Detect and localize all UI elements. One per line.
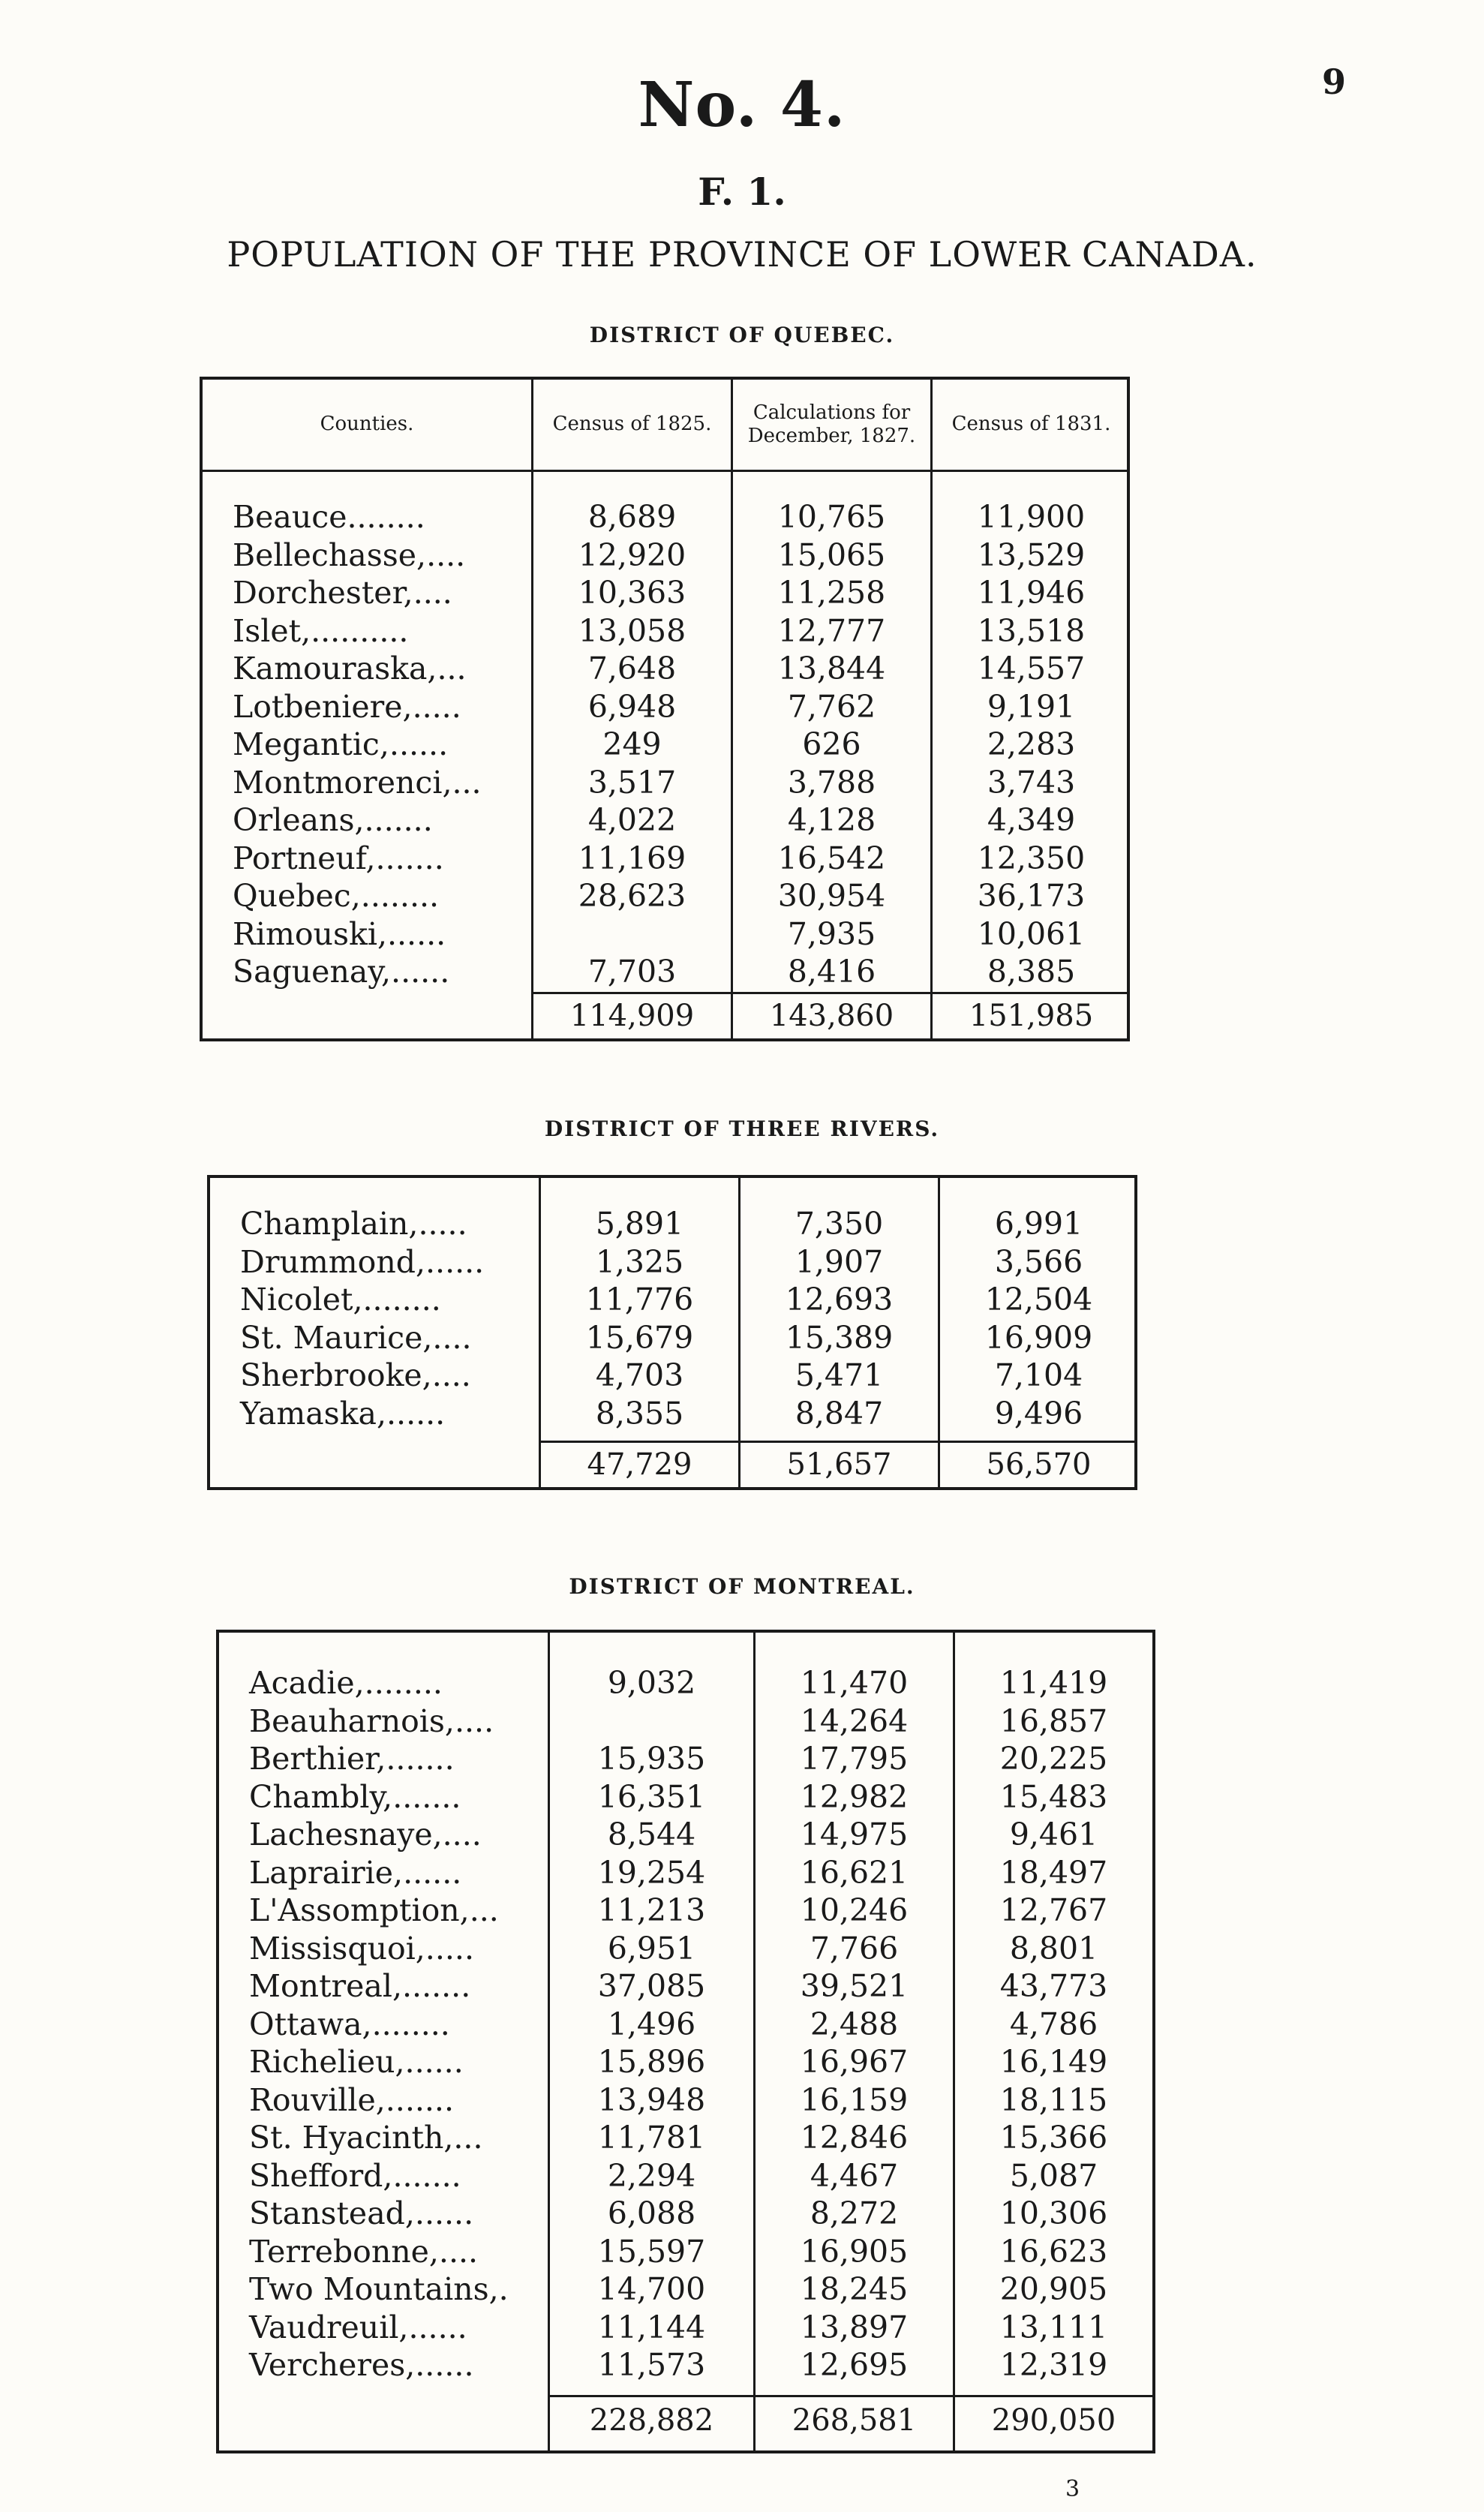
table-row [219, 1892, 1152, 1930]
census-1831-value: 4,349 [987, 802, 1076, 838]
table-row [203, 650, 1127, 688]
census-1825-value: 6,088 [607, 2195, 696, 2231]
table-row [203, 536, 1127, 575]
county-name: Kamouraska,... [233, 651, 467, 687]
table-row [219, 2309, 1152, 2347]
col-header-calc-1827: Calculations for December, 1827. [747, 401, 916, 447]
census-1825-value: 4,703 [595, 1357, 684, 1393]
county-name: Missisquoi,..... [249, 1930, 474, 1967]
calc-1827-value: 16,542 [777, 840, 886, 876]
census-1831-value: 3,566 [994, 1243, 1083, 1280]
county-name: Portneuf,....... [233, 840, 444, 876]
census-1831-value: 12,504 [984, 1282, 1093, 1318]
table-row [203, 498, 1127, 536]
census-1825-value: 15,597 [597, 2233, 706, 2270]
calc-1827-value: 39,521 [800, 1968, 909, 2004]
calc-1827-value: 7,935 [787, 915, 876, 952]
county-name: Champlain,..... [240, 1206, 467, 1242]
total-census-1831: 56,570 [986, 1447, 1092, 1482]
table-row [210, 1319, 1134, 1357]
calc-1827-value: 13,897 [800, 2309, 909, 2345]
census-1825-value: 12,920 [578, 536, 686, 573]
county-name: Chambly,....... [249, 1778, 461, 1815]
census-1825-value: 8,544 [607, 1816, 696, 1852]
county-name: L'Assomption,... [249, 1892, 499, 1928]
census-1825-value: 15,679 [585, 1319, 694, 1356]
census-1831-value: 7,104 [994, 1357, 1083, 1393]
county-name: Saguenay,...... [233, 954, 450, 990]
table-row [219, 2157, 1152, 2195]
table-row [219, 1664, 1152, 1702]
calc-1827-value: 18,245 [800, 2271, 909, 2307]
col-header-census-1831: Census of 1831. [951, 413, 1111, 436]
census-1825-value: 6,948 [587, 688, 677, 725]
county-name: Bellechasse,.... [233, 536, 466, 573]
calc-1827-value: 1,907 [795, 1243, 884, 1280]
census-1831-value: 16,909 [984, 1319, 1093, 1356]
total-calc-1827: 143,860 [769, 999, 894, 1033]
table-row [219, 1740, 1152, 1778]
county-name: Laprairie,...... [249, 1854, 462, 1891]
montreal-totals-row [219, 2398, 1152, 2443]
census-1831-value: 3,743 [987, 764, 1076, 801]
table-row [210, 1395, 1134, 1433]
county-name: Lotbeniere,..... [233, 688, 461, 725]
county-name: Vercheres,...... [249, 2347, 474, 2383]
census-1831-value: 16,857 [999, 1702, 1108, 1739]
census-1825-value: 1,496 [607, 2006, 696, 2042]
census-1831-value: 12,350 [977, 840, 1086, 876]
census-1825-value: 37,085 [597, 1968, 706, 2004]
county-name: Stanstead,...... [249, 2195, 474, 2231]
census-1825-value: 249 [602, 726, 662, 762]
census-1831-value: 13,518 [977, 612, 1086, 649]
calc-1827-value: 8,416 [787, 954, 876, 990]
calc-1827-value: 11,258 [777, 575, 886, 611]
census-1825-value: 7,648 [587, 651, 677, 687]
census-1831-value: 13,529 [977, 536, 1086, 573]
calc-1827-value: 12,846 [800, 2120, 909, 2156]
census-1825-value: 11,781 [597, 2120, 706, 2156]
district-three-rivers-heading: DISTRICT OF THREE RIVERS. [544, 1116, 940, 1141]
calc-1827-value: 12,695 [800, 2347, 909, 2383]
table-row [203, 688, 1127, 726]
county-name: Lachesnaye,.... [249, 1816, 482, 1852]
census-1831-value: 18,115 [999, 2081, 1108, 2118]
calc-1827-value: 30,954 [777, 878, 886, 914]
table-row [219, 1702, 1152, 1741]
calc-1827-value: 12,693 [785, 1282, 894, 1318]
county-name: Acadie,........ [249, 1665, 443, 1701]
table-row [219, 2346, 1152, 2384]
census-1825-value: 1,325 [595, 1243, 684, 1280]
three-rivers-rows [210, 1205, 1134, 1432]
census-1825-value: 11,573 [597, 2347, 706, 2383]
census-1831-value: 2,283 [987, 726, 1076, 762]
calc-1827-value: 16,621 [800, 1854, 909, 1891]
census-1825-value: 3,517 [587, 764, 677, 801]
census-1825-value: 8,689 [587, 499, 677, 535]
table-row [210, 1243, 1134, 1282]
census-1831-value: 18,497 [999, 1854, 1108, 1891]
quebec-table [200, 377, 1130, 1041]
table-row [219, 1967, 1152, 2006]
census-1831-value: 10,306 [999, 2195, 1108, 2231]
county-name: Two Mountains,. [249, 2271, 509, 2307]
table-row [219, 1778, 1152, 1816]
quebec-rows [203, 498, 1127, 991]
table-row [203, 801, 1127, 840]
calc-1827-value: 7,766 [810, 1930, 899, 1967]
census-1831-value: 15,483 [999, 1778, 1108, 1815]
district-montreal-heading: DISTRICT OF MONTREAL. [569, 1574, 915, 1599]
calc-1827-value: 4,467 [810, 2157, 899, 2194]
table-row [219, 1854, 1152, 1892]
table-row [203, 726, 1127, 764]
total-calc-1827: 51,657 [786, 1447, 892, 1482]
census-1825-value: 14,700 [597, 2271, 706, 2307]
calc-1827-value: 8,272 [810, 2195, 899, 2231]
calc-1827-value: 626 [802, 726, 861, 762]
calc-1827-value: 16,967 [800, 2044, 909, 2080]
census-1831-value: 11,900 [977, 499, 1086, 535]
county-name: Orleans,....... [233, 802, 433, 838]
three-rivers-totals-row [210, 1442, 1134, 1487]
census-1825-value: 15,896 [597, 2044, 706, 2080]
calc-1827-value: 17,795 [800, 1741, 909, 1777]
census-1831-value: 4,786 [1009, 2006, 1098, 2042]
census-1825-value: 28,623 [578, 878, 686, 914]
census-1831-value: 13,111 [999, 2309, 1108, 2345]
calc-1827-value: 10,246 [800, 1892, 909, 1928]
county-name: Beauharnois,.... [249, 1702, 494, 1739]
census-1831-value: 9,496 [994, 1395, 1083, 1432]
table-row [219, 2270, 1152, 2309]
table-row [219, 2081, 1152, 2120]
county-name: St. Maurice,.... [240, 1319, 472, 1356]
table-row [219, 2006, 1152, 2044]
county-name: Megantic,...... [233, 726, 449, 762]
county-name: Berthier,....... [249, 1741, 455, 1777]
document-heading: No. 4. [638, 69, 846, 141]
census-1825-value: 11,213 [597, 1892, 706, 1928]
table-row [203, 877, 1127, 915]
census-1825-value: 5,891 [595, 1206, 684, 1242]
total-census-1825: 114,909 [569, 999, 695, 1033]
calc-1827-value: 16,905 [800, 2233, 909, 2270]
census-1831-value: 20,225 [999, 1741, 1108, 1777]
census-1831-value: 16,149 [999, 2044, 1108, 2080]
calc-1827-value: 15,065 [777, 536, 886, 573]
calc-1827-value: 16,159 [800, 2081, 909, 2118]
county-name: Ottawa,........ [249, 2006, 450, 2042]
county-name: Terrebonne,.... [249, 2233, 479, 2270]
county-name: Sherbrooke,.... [240, 1357, 471, 1393]
census-1831-value: 12,319 [999, 2347, 1108, 2383]
montreal-rows [219, 1664, 1152, 2384]
page-title: POPULATION OF THE PROVINCE OF LOWER CANADA. [227, 234, 1257, 275]
total-census-1831: 151,985 [969, 999, 1094, 1033]
calc-1827-value: 15,389 [785, 1319, 894, 1356]
census-1825-value: 15,935 [597, 1741, 706, 1777]
table-row [219, 1930, 1152, 1968]
census-1825-value: 7,703 [587, 954, 677, 990]
total-census-1831: 290,050 [991, 2403, 1116, 2438]
calc-1827-value: 12,982 [800, 1778, 909, 1815]
calc-1827-value: 7,350 [795, 1206, 884, 1242]
census-1825-value: 11,169 [578, 840, 686, 876]
census-1831-value: 43,773 [999, 1968, 1108, 2004]
county-name: Vaudreuil,...... [249, 2309, 467, 2345]
calc-1827-value: 13,844 [777, 651, 886, 687]
table-row [219, 2043, 1152, 2081]
census-1825-value: 8,355 [595, 1395, 684, 1432]
census-1831-value: 14,557 [977, 651, 1086, 687]
census-1831-value: 9,191 [987, 688, 1076, 725]
table-row [203, 953, 1127, 991]
table-row [219, 2119, 1152, 2157]
census-1825-value: 16,351 [597, 1778, 706, 1815]
calc-1827-value: 10,765 [777, 499, 886, 535]
census-1825-value: 4,022 [587, 802, 677, 838]
table-row [219, 2195, 1152, 2233]
census-1825-value: 10,363 [578, 575, 686, 611]
district-quebec-heading: DISTRICT OF QUEBEC. [589, 323, 895, 347]
three-rivers-table [207, 1175, 1137, 1490]
county-name: Montreal,....... [249, 1968, 471, 2004]
table-row [203, 840, 1127, 878]
census-1831-value: 11,419 [999, 1665, 1108, 1701]
calc-1827-value: 8,847 [795, 1395, 884, 1432]
calc-1827-value: 14,264 [800, 1702, 909, 1739]
census-1825-value: 13,948 [597, 2081, 706, 2118]
census-1825-value: 13,058 [578, 612, 686, 649]
table-row [210, 1357, 1134, 1395]
county-name: Rimouski,...... [233, 915, 446, 952]
calc-1827-value: 5,471 [795, 1357, 884, 1393]
county-name: Quebec,........ [233, 878, 440, 914]
county-name: Islet,.......... [233, 612, 409, 649]
census-1825-value: 6,951 [607, 1930, 696, 1967]
census-1831-value: 15,366 [999, 2120, 1108, 2156]
montreal-table [216, 1630, 1155, 2453]
census-1831-value: 12,767 [999, 1892, 1108, 1928]
county-name: Drummond,...... [240, 1243, 485, 1280]
county-name: Richelieu,...... [249, 2044, 464, 2080]
county-name: Montmorenci,... [233, 764, 482, 801]
col-header-census-1825: Census of 1825. [552, 413, 712, 436]
signature-mark: 3 [1065, 2476, 1080, 2502]
document-subheading: F. 1. [698, 170, 786, 214]
census-1831-value: 5,087 [1009, 2157, 1098, 2194]
table-row [219, 1816, 1152, 1854]
calc-1827-value: 4,128 [787, 802, 876, 838]
total-calc-1827: 268,581 [792, 2403, 917, 2438]
census-1825-value: 11,776 [585, 1282, 694, 1318]
total-census-1825: 47,729 [587, 1447, 692, 1482]
col-header-counties: Counties. [320, 413, 414, 436]
census-1831-value: 6,991 [994, 1206, 1083, 1242]
table-row [210, 1205, 1134, 1243]
table-row [203, 915, 1127, 954]
calc-1827-value: 3,788 [787, 764, 876, 801]
calc-1827-value: 2,488 [810, 2006, 899, 2042]
census-1831-value: 36,173 [977, 878, 1086, 914]
census-1831-value: 10,061 [977, 915, 1086, 952]
calc-1827-value: 11,470 [800, 1665, 909, 1701]
table-row [203, 574, 1127, 612]
page-number: 9 [1322, 62, 1347, 102]
quebec-totals-row [203, 993, 1127, 1038]
county-name: Beauce........ [233, 499, 425, 535]
census-1831-value: 8,385 [987, 954, 1076, 990]
census-1831-value: 11,946 [977, 575, 1086, 611]
county-name: Nicolet,........ [240, 1282, 441, 1318]
county-name: Shefford,....... [249, 2157, 461, 2194]
table-row [203, 612, 1127, 651]
county-name: Rouville,....... [249, 2081, 454, 2118]
table-row [203, 764, 1127, 802]
calc-1827-value: 14,975 [800, 1816, 909, 1852]
calc-1827-value: 7,762 [787, 688, 876, 725]
census-1831-value: 16,623 [999, 2233, 1108, 2270]
census-1825-value: 11,144 [597, 2309, 706, 2345]
census-1825-value: 2,294 [607, 2157, 696, 2194]
table-row [210, 1281, 1134, 1319]
census-1825-value: 9,032 [607, 1665, 696, 1701]
calc-1827-value: 12,777 [777, 612, 886, 649]
total-census-1825: 228,882 [589, 2403, 714, 2438]
census-1831-value: 20,905 [999, 2271, 1108, 2307]
county-name: Yamaska,...... [240, 1395, 446, 1432]
table-row [219, 2233, 1152, 2271]
census-1825-value: 19,254 [597, 1854, 706, 1891]
county-name: Dorchester,.... [233, 575, 452, 611]
county-name: St. Hyacinth,... [249, 2120, 483, 2156]
census-1831-value: 9,461 [1009, 1816, 1098, 1852]
census-1831-value: 8,801 [1009, 1930, 1098, 1967]
